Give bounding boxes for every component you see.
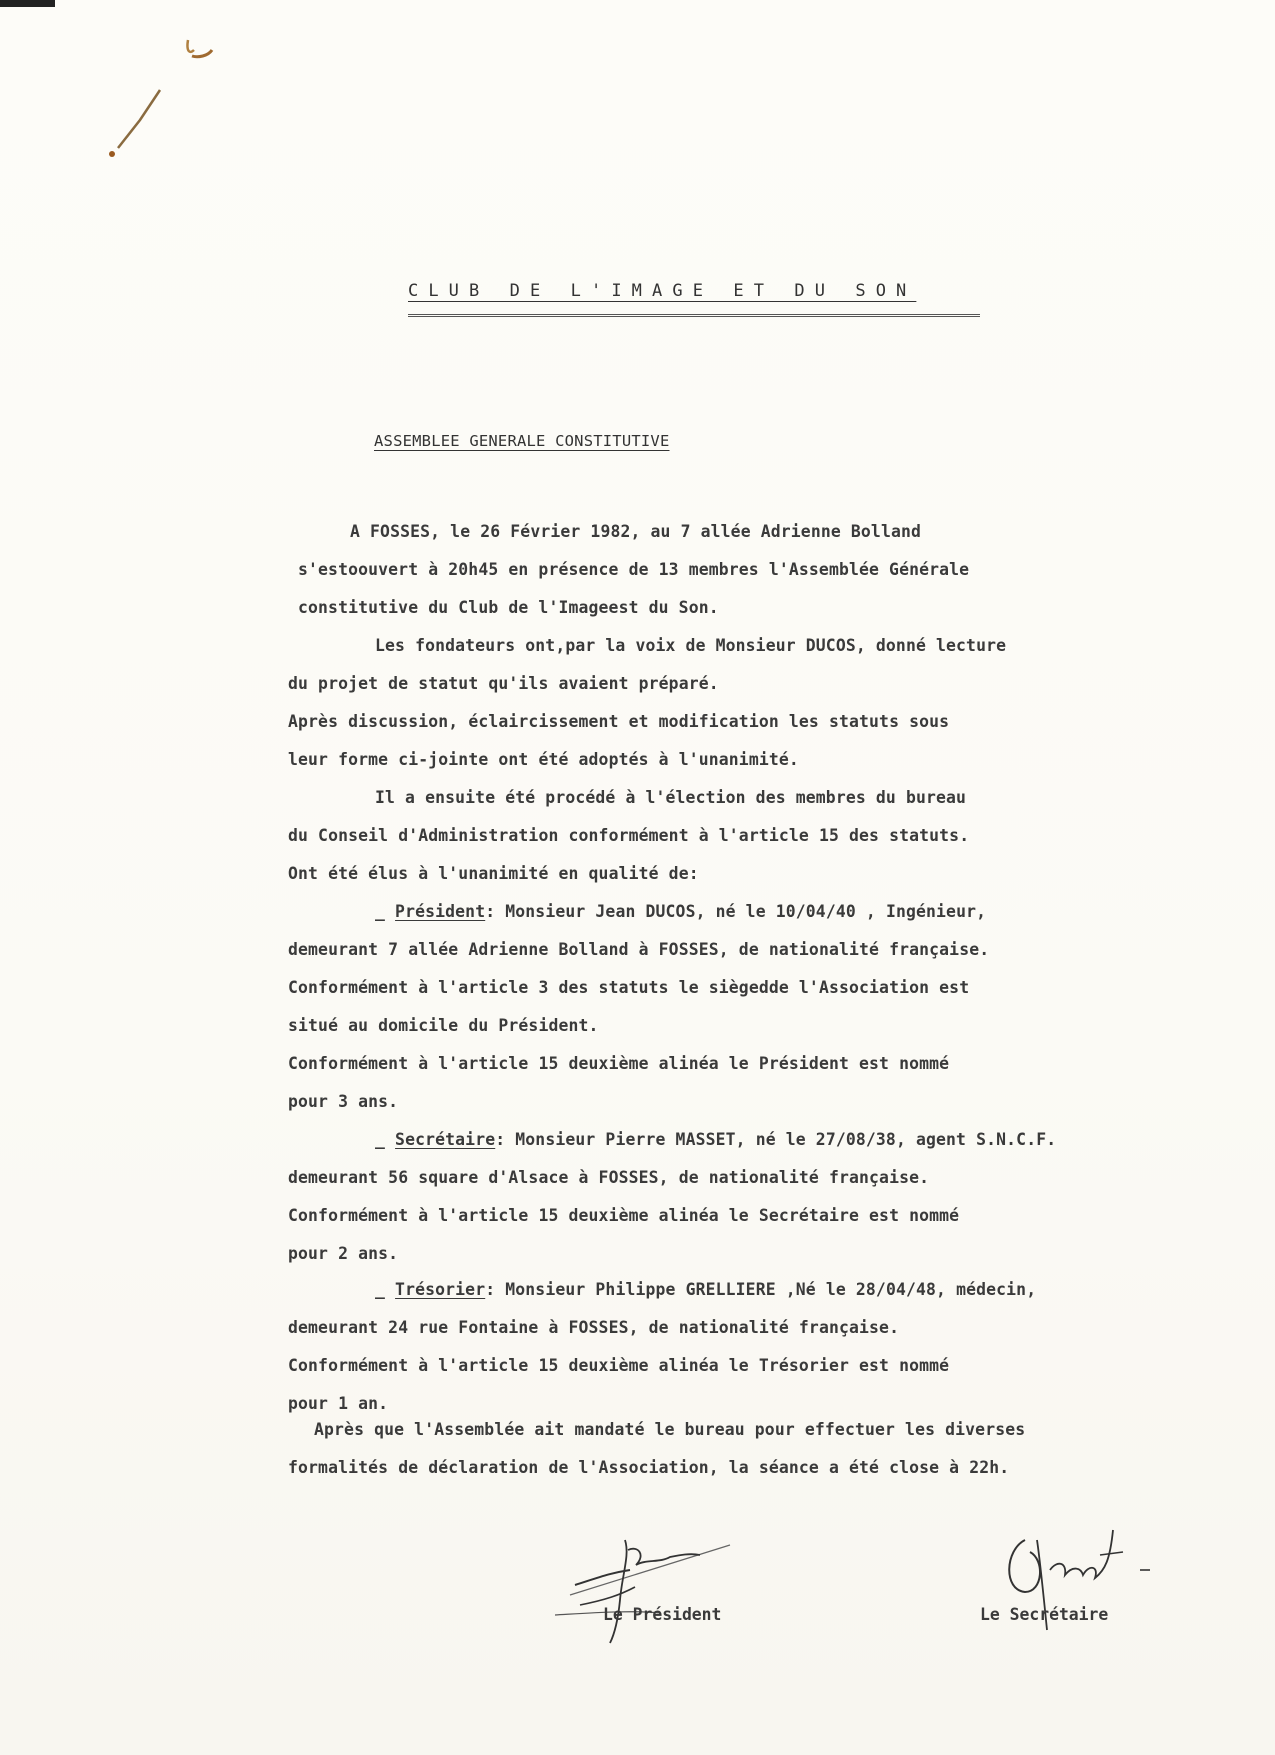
- president-signature-label: Le Président: [603, 1605, 722, 1624]
- paragraph-line: demeurant 24 rue Fontaine à FOSSES, de nationalité française.: [288, 1318, 900, 1337]
- paragraph-line: Après que l'Assemblée ait mandaté le bureau pour effectuer les diverses: [314, 1420, 1026, 1439]
- document-subtitle: ASSEMBLEE GENERALE CONSTITUTIVE: [374, 432, 670, 450]
- paragraph-line: pour 3 ans.: [288, 1092, 399, 1111]
- entry-dash: _: [375, 902, 396, 921]
- staple-mark: [100, 30, 230, 160]
- entry-text: : Monsieur Jean DUCOS, né le 10/04/40 , Ingénieur,: [485, 902, 987, 921]
- entry-text: : Monsieur Philippe GRELLIERE ,Né le 28/04/48, médecin,: [485, 1280, 1037, 1299]
- paragraph-line: Après discussion, éclaircissement et modification les statuts sous: [288, 712, 950, 731]
- paragraph-line: Conformément à l'article 3 des statuts le siègedde l'Association est: [288, 978, 970, 997]
- secretaire-signature-label: Le Secrétaire: [980, 1605, 1109, 1624]
- president-signature: [550, 1525, 740, 1645]
- role-label: Secrétaire: [395, 1130, 496, 1149]
- paragraph-line: du Conseil d'Administration conformément à l'article 15 des statuts.: [288, 826, 970, 845]
- title-double-rule: [408, 314, 980, 319]
- paragraph-line: du projet de statut qu'ils avaient préparé.: [288, 674, 719, 693]
- paragraph-line: A FOSSES, le 26 Février 1982, au 7 allée Adrienne Bolland: [350, 522, 922, 541]
- president-entry: [375, 902, 986, 922]
- scan-edge: [0, 0, 55, 7]
- paragraph-line: Conformément à l'article 15 deuxième alinéa le Président est nommé: [288, 1054, 950, 1073]
- paragraph-line: situé au domicile du Président.: [288, 1016, 599, 1035]
- paragraph-line: demeurant 56 square d'Alsace à FOSSES, de nationalité française.: [288, 1168, 930, 1187]
- paragraph-line: pour 2 ans.: [288, 1244, 399, 1263]
- paragraph-line: Conformément à l'article 15 deuxième alinéa le Trésorier est nommé: [288, 1356, 950, 1375]
- paragraph-line: Il a ensuite été procédé à l'élection des membres du bureau: [375, 788, 967, 807]
- paragraph-line: Ont été élus à l'unanimité en qualité de:: [288, 864, 699, 883]
- document-title: CLUB DE L'IMAGE ET DU SON: [408, 281, 917, 301]
- paragraph-line: formalités de déclaration de l'Association, la séance a été close à 22h.: [288, 1458, 1010, 1477]
- role-label: Président: [395, 902, 486, 921]
- entry-dash: _: [375, 1130, 396, 1149]
- entry-dash: _: [375, 1280, 396, 1299]
- role-label: Trésorier: [395, 1280, 486, 1299]
- paragraph-line: demeurant 7 allée Adrienne Bolland à FOSSES, de nationalité française.: [288, 940, 990, 959]
- entry-text: : Monsieur Pierre MASSET, né le 27/08/38, agent S.N.C.F.: [495, 1130, 1057, 1149]
- paragraph-line: pour 1 an.: [288, 1394, 389, 1413]
- paragraph-line: s'estoouvert à 20h45 en présence de 13 membres l'Assemblée Générale: [298, 560, 970, 579]
- paragraph-line: Les fondateurs ont,par la voix de Monsieur DUCOS, donné lecture: [375, 636, 1007, 655]
- tresorier-entry: [375, 1280, 1036, 1300]
- paragraph-line: constitutive du Club de l'Imageest du Son.: [298, 598, 719, 617]
- secretaire-entry: [375, 1130, 1056, 1150]
- paragraph-line: leur forme ci-jointe ont été adoptés à l'unanimité.: [288, 750, 799, 769]
- paragraph-line: Conformément à l'article 15 deuxième alinéa le Secrétaire est nommé: [288, 1206, 960, 1225]
